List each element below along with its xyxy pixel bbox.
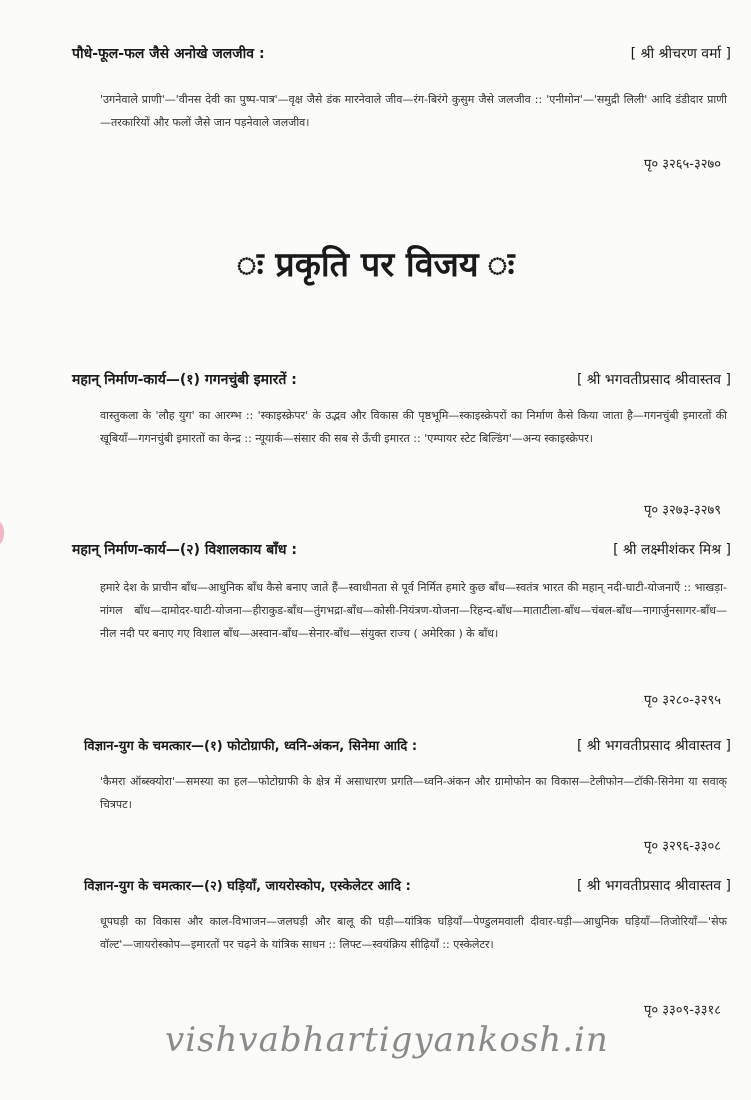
section-author: [ श्री भगवतीप्रसाद श्रीवास्तव ] — [576, 738, 731, 754]
section-body: 'कैमरा ऑब्स्क्योरा'—समस्या का हल—फोटोग्राफी के क्षेत्र में असाधारण प्रगति—ध्वनि-अंकन और ग्रामोफोन का विकास—टेलीफोन—टॉकी-सिनेमा या सवाक् चित्रपट। — [100, 775, 727, 811]
page-range: पृ० ३२७३-३२७९ — [643, 503, 721, 518]
section-author: [ श्री श्रीचरण वर्मा ] — [630, 46, 731, 62]
section-header — [72, 540, 731, 559]
page-range: पृ० ३२६५-३२७० — [643, 157, 721, 172]
section-author: [ श्री भगवतीप्रसाद श्रीवास्तव ] — [576, 878, 731, 894]
section-author: [ श्री लक्ष्मीशंकर मिश्र ] — [613, 542, 731, 558]
section-header — [84, 876, 731, 895]
section-body: धूपघड़ी का विकास और काल-विभाजन—जलघड़ी और बालू की घड़ी—यांत्रिक घड़ियाँ—पेण्डुलमवाली दीवार-घड़ी—आधुनिक घड़ियाँ—तिजोरियाँ—'सेफ वॉल्ट'—जायरोस्कोप—इमारतों पर चढ़ने के यांत्रिक साधन :: लिफ्ट—स्वयंक्रिय सीढ़ियाँ :: एस्केलेटर। — [100, 915, 727, 951]
section-heading: विज्ञान-युग के चमत्कार—(२) घड़ियाँ, जायरोस्कोप, एस्केलेटर आदि : — [84, 879, 411, 894]
section-heading: महान् निर्माण-कार्य—(१) गगनचुंबी इमारतें : — [72, 372, 297, 388]
section-body: 'उगनेवाले प्राणी'—'वीनस देवी का पुष्प-पात्र'—वृक्ष जैसे डंक मारनेवाले जीव—रंग-बिरंगे कुसुम जैसे जलजीव :: 'एनीमोन'—'समुद्री लिली' आदि डंडीदार प्राणी—तरकारियों और फलों जैसे जान पड़नेवाले जलजीव। — [100, 93, 727, 129]
chapter-title: ः प्रकृति पर विजय ः — [236, 245, 515, 285]
section-body: वास्तुकला के 'लौह युग' का आरम्भ :: 'स्काइस्क्रेपर' के उद्भव और विकास की पृष्ठभूमि—स्काइस्क्रेपरों का निर्माण कैसे किया जाता है—गगनचुंबी इमारतों की खूबियाँ—गगनचुंबी इमारतों का केन्द्र :: न्यूयार्क—संसार की सब से ऊँची इमारत :: 'एम्पायर स्टेट बिल्डिंग'—अन्य स्काइस्क्रेपर। — [100, 409, 727, 445]
section-header — [72, 370, 731, 389]
scan-mark — [0, 522, 4, 544]
section-heading: पौधे-फूल-फल जैसे अनोखे जलजीव : — [72, 46, 265, 62]
section-heading: महान् निर्माण-कार्य—(२) विशालकाय बाँध : — [72, 542, 297, 558]
section-header — [72, 44, 731, 63]
page-range: पृ० ३२८०-३२९५ — [643, 693, 721, 708]
section-body: हमारे देश के प्राचीन बाँध—आधुनिक बाँध कैसे बनाए जाते हैं—स्वाधीनता से पूर्व निर्मित हमारे कुछ बाँध—स्वतंत्र भारत की महान् नदी-घाटी-योजनाएँ :: भाखड़ा-नांगल बाँध—दामोदर-घाटी-योजना—हीराकुड-बाँध—तुंगभद्रा-बाँध—कोसी-नियंत्रण-योजना—रिहन्द-बाँध—माताटीला-बाँध—चंबल-बाँध—नागार्जुनसागर-बाँध—नील नदी पर बनाए गए विशाल बाँध—अस्वान-बाँध—सेनार-बाँध—संयुक्त राज्य ( अमेरिका ) के बाँध। — [100, 581, 727, 640]
page-range: पृ० ३२९६-३३०८ — [643, 839, 721, 854]
section-author: [ श्री भगवतीप्रसाद श्रीवास्तव ] — [576, 372, 731, 388]
watermark: vishvabhartigyankosh.in — [165, 1020, 609, 1060]
section-heading: विज्ञान-युग के चमत्कार—(१) फोटोग्राफी, ध्वनि-अंकन, सिनेमा आदि : — [84, 739, 418, 754]
section-header — [84, 736, 731, 755]
page-range: पृ० ३३०९-३३१८ — [643, 1003, 721, 1018]
